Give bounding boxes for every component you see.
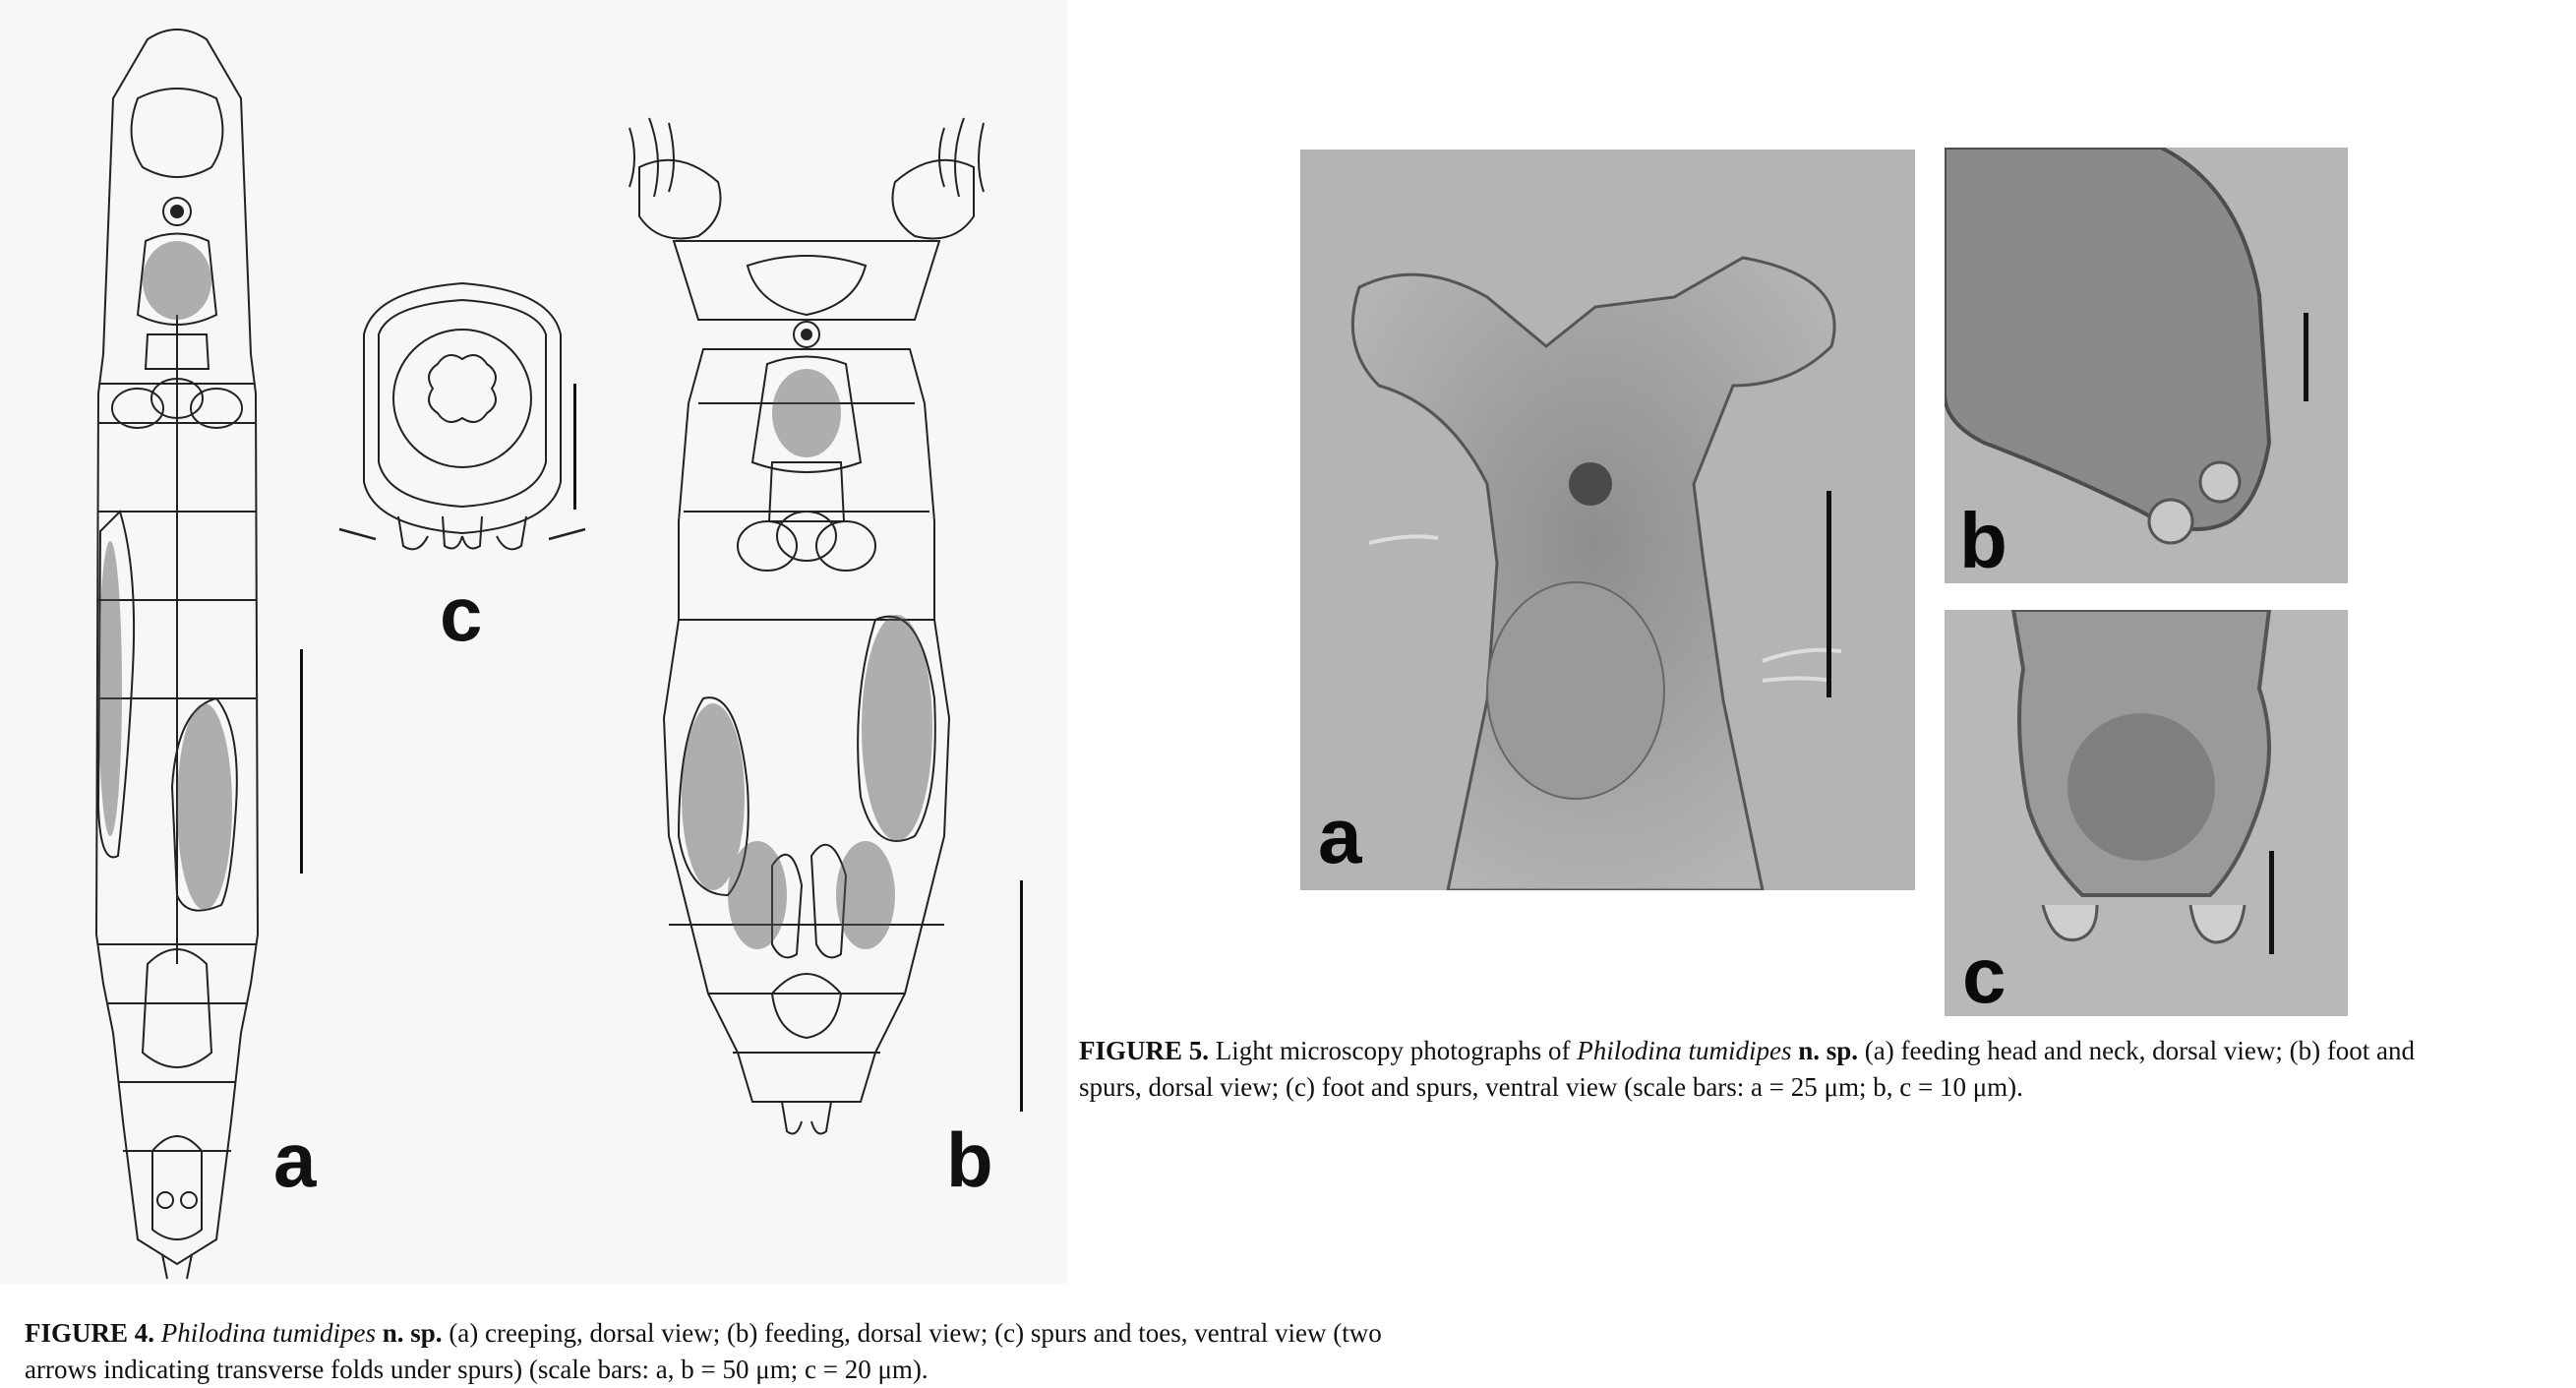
figure4-caption-fig-number: FIGURE 4.: [25, 1318, 155, 1348]
fig5-label-a: a: [1318, 792, 1362, 879]
fig4a-scale-bar: [300, 649, 303, 874]
figure4-caption-text-line2: arrows indicating transverse folds under spurs) (scale bars: a, b = 50 μm; c = 20 μm).: [25, 1355, 929, 1384]
figure4-caption: [25, 1315, 1421, 1388]
drawing-b-feeding-dorsal: [610, 108, 1003, 1220]
fig5-photo-b-foot-dorsal: [1945, 148, 2348, 583]
fig4c-scale-bar: [573, 384, 576, 510]
figure5-caption-fig-number: FIGURE 5.: [1079, 1036, 1210, 1065]
fig4-label-c: c: [440, 571, 483, 657]
fig5-label-c: c: [1962, 932, 2007, 1016]
fig5-photo-c-foot-ventral: [1945, 610, 2348, 1016]
figure5-caption-text-line2: spurs, dorsal view; (c) foot and spurs, ventral view (scale bars: a = 25 μm; b, c = 10 μm).: [1079, 1072, 2023, 1102]
figure4-caption-line1: [25, 1315, 1421, 1352]
fig4-label-b: b: [946, 1116, 993, 1203]
fig4-label-a: a: [273, 1116, 317, 1203]
drawing-a-creeping-dorsal: [30, 20, 325, 1289]
figure5-caption-lead: Light microscopy photographs of: [1215, 1036, 1571, 1065]
fig5a-scale-bar: [1827, 491, 1831, 697]
figure5-caption-text-line1: (a) feeding head and neck, dorsal view; (b) foot and: [1864, 1036, 2416, 1065]
photo-a-specimen: [1300, 150, 1915, 890]
fig5c-scale-bar: [2269, 851, 2274, 954]
fig5b-scale-bar: [2304, 313, 2308, 401]
figure5-caption: [1079, 1033, 2564, 1106]
figure5-caption-nsp: n. sp.: [1798, 1036, 1859, 1065]
figure5-caption-species: Philodina tumidipes: [1577, 1036, 1792, 1065]
fig5-photo-a-head-neck: [1300, 150, 1915, 890]
figure4-caption-nsp: n. sp.: [382, 1318, 443, 1348]
fig4b-scale-bar: [1020, 880, 1023, 1112]
figure4-plate: [0, 0, 1067, 1284]
drawing-c-spurs-ventral: [334, 275, 590, 561]
figure5-caption-line1: [1079, 1033, 2564, 1069]
figure4-caption-species: Philodina tumidipes: [160, 1318, 377, 1348]
fig5-label-b: b: [1959, 497, 2007, 583]
figure4-caption-text-line1: (a) creeping, dorsal view; (b) feeding, dorsal view; (c) spurs and toes, ventral view (two: [449, 1318, 1382, 1348]
